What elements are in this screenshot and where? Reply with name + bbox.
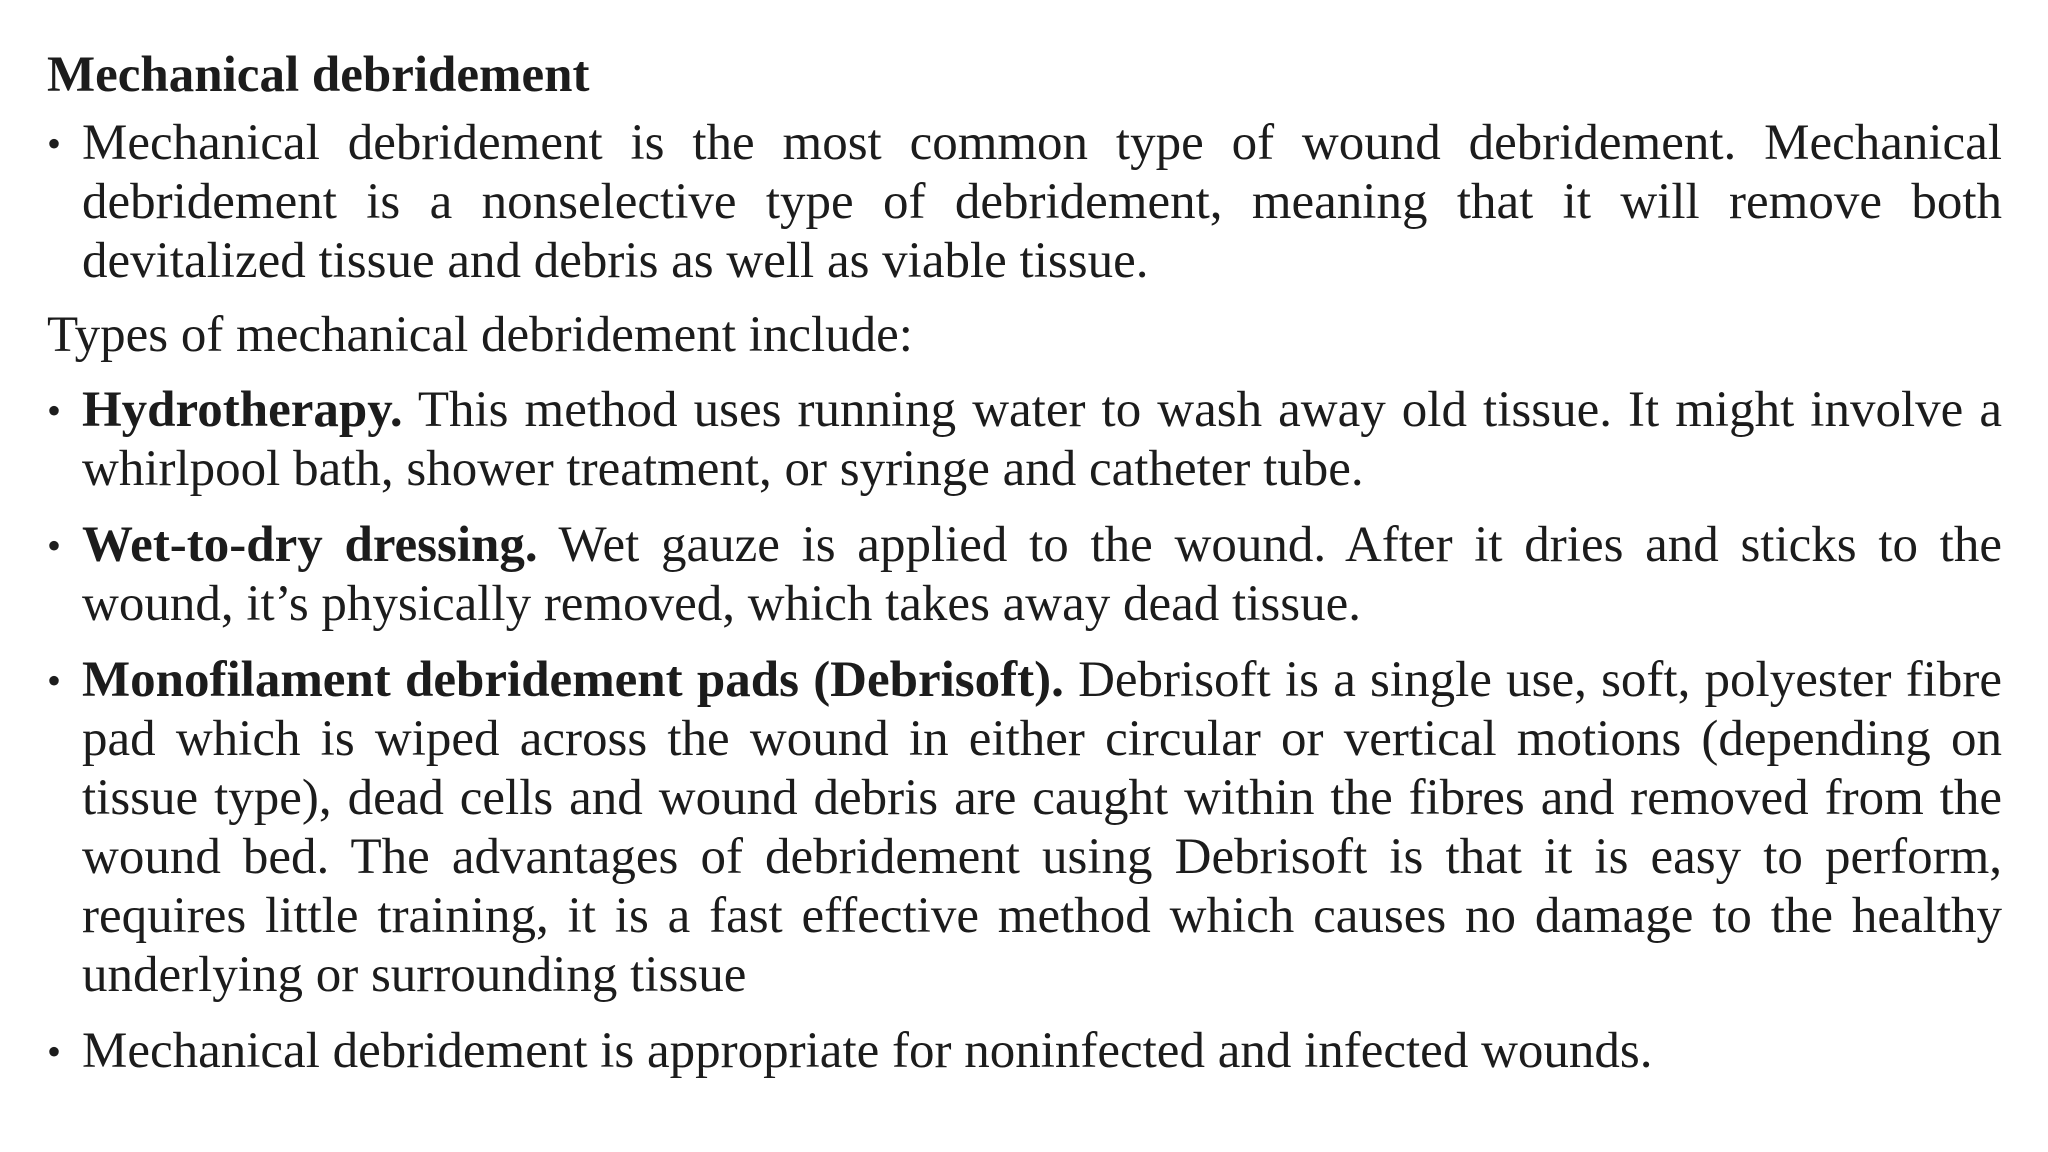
type-description: Wet gauze is applied to the wound. After it dries and sticks to the wound, it’s physically removed, which takes away dead tissue. — [82, 517, 2002, 632]
type-name: Hydrotherapy. — [82, 382, 403, 438]
type-description: Debrisoft is a single use, soft, polyester fibre pad which is wiped across the wound in either circular or vertical motions (depending on tissue type), dead cells and wound debris are caught within the fibres and removed from the wound bed. The advantages of debridement using Debrisoft is that it is easy to perform, requires little training, it is a fast effective method which causes no damage to the healthy underlying or surrounding tissue — [82, 652, 2002, 1003]
section-heading: Mechanical debridement — [47, 47, 590, 103]
type-bullet-item — [47, 516, 2002, 634]
document-page — [47, 44, 2002, 1098]
type-bullet-item — [47, 381, 2002, 499]
bullet-icon: • — [47, 388, 62, 433]
closing-bullet-text: Mechanical debridement is appropriate for noninfected and infected wounds. — [82, 1023, 1653, 1079]
intro-bullet-item — [47, 114, 2002, 291]
type-description: This method uses running water to wash away old tissue. It might involve a whirlpool bath, shower treatment, or syringe and catheter tube. — [82, 382, 2002, 497]
intro-bullet-text: Mechanical debridement is the most common type of wound debridement. Mechanical debridement is a nonselective type of debridement, meaning that it will remove both devitalized tissue and debris as well as viable tissue. — [82, 115, 2002, 289]
bullet-icon: • — [47, 658, 62, 703]
closing-bullet-item — [47, 1022, 2002, 1081]
type-name: Wet-to-dry dressing. — [82, 517, 538, 573]
bullet-icon: • — [47, 523, 62, 568]
bullet-icon: • — [47, 1029, 62, 1074]
type-bullet-item — [47, 651, 2002, 1005]
bullet-icon: • — [47, 121, 62, 166]
type-name: Monofilament debridement pads (Debrisoft). — [82, 652, 1064, 708]
types-intro: Types of mechanical debridement include: — [47, 307, 913, 363]
